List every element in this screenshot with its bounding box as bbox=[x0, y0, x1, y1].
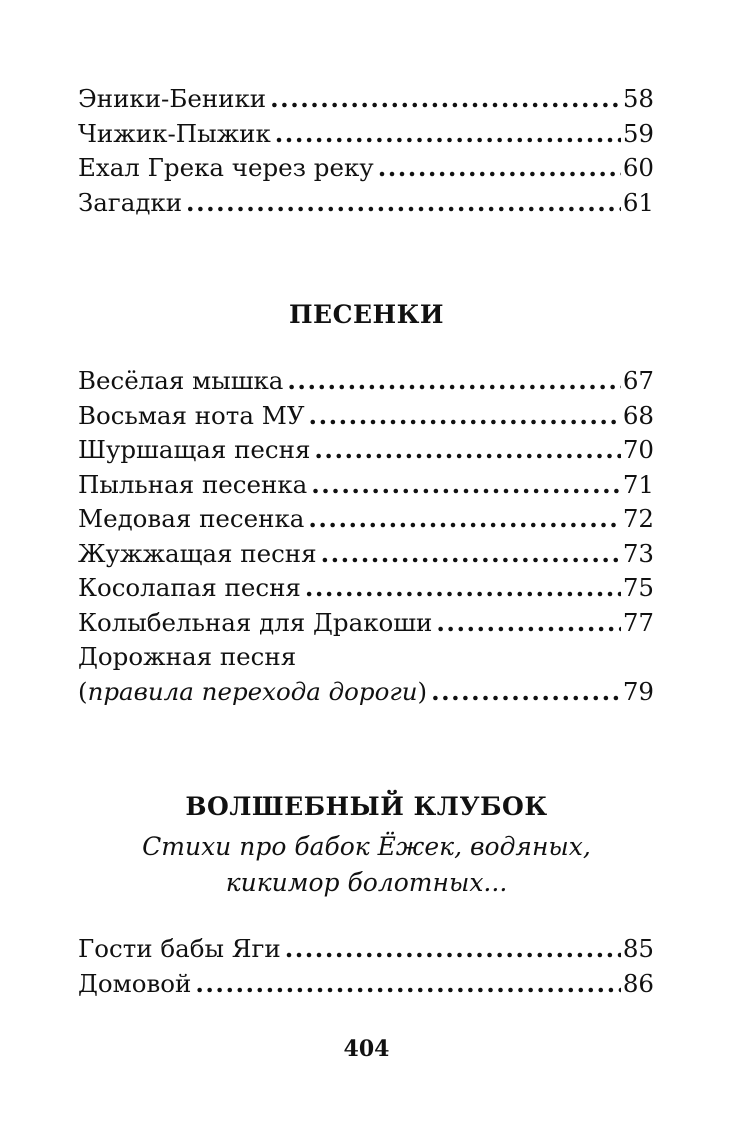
toc-entry[interactable] bbox=[78, 969, 654, 1004]
toc-section-2 bbox=[78, 366, 654, 711]
toc-entry-title: Весёлая мышка bbox=[78, 366, 284, 395]
toc-entry-page: 79 bbox=[622, 676, 654, 706]
dot-leader bbox=[195, 969, 620, 998]
toc-entry-page: 86 bbox=[622, 968, 654, 998]
dot-leader bbox=[287, 366, 620, 395]
open-paren: ( bbox=[78, 676, 88, 706]
toc-entry[interactable] bbox=[78, 539, 654, 574]
toc-entry-page: 70 bbox=[622, 435, 654, 464]
toc-section-1 bbox=[78, 84, 654, 222]
toc-entry-page: 73 bbox=[622, 538, 654, 568]
toc-entry-title: Загадки bbox=[78, 187, 183, 217]
toc-section-3 bbox=[78, 934, 654, 1003]
toc-entry-page: 75 bbox=[622, 573, 654, 602]
dot-leader bbox=[186, 188, 621, 217]
toc-entry-title: Колыбельная для Дракоши bbox=[78, 607, 433, 637]
dot-leader bbox=[311, 470, 621, 499]
toc-entry-page: 68 bbox=[622, 400, 654, 430]
toc-entry[interactable] bbox=[78, 401, 654, 436]
toc-entry-title: Шуршащая песня bbox=[78, 435, 311, 464]
toc-entry[interactable] bbox=[78, 435, 654, 470]
toc-entry-page: 71 bbox=[622, 469, 654, 499]
toc-entry-title: Медовая песенка bbox=[78, 504, 305, 533]
toc-entry-title: Косолапая песня bbox=[78, 573, 301, 602]
toc-entry-title: Пыльная песенка bbox=[78, 469, 308, 499]
toc-entry[interactable] bbox=[78, 504, 654, 539]
toc-entry[interactable] bbox=[78, 119, 654, 154]
section-subtitle-line1: Стихи про бабок Ёжек, водяных, bbox=[142, 832, 591, 861]
toc-entry-title: Восьмая нота МУ bbox=[78, 400, 305, 430]
toc-entry-page: 60 bbox=[622, 153, 654, 182]
subtitle-italic: правила перехода дороги bbox=[87, 676, 418, 706]
toc-entry[interactable] bbox=[78, 470, 654, 505]
dot-leader bbox=[321, 539, 621, 568]
section-subtitle-line2: кикимор болотных... bbox=[225, 868, 508, 897]
toc-entry-title: Жужжащая песня bbox=[78, 538, 317, 568]
dot-leader bbox=[431, 677, 621, 706]
toc-entry[interactable] bbox=[78, 573, 654, 608]
toc-entry[interactable] bbox=[78, 153, 654, 188]
dot-leader bbox=[308, 504, 620, 533]
toc-entry[interactable] bbox=[78, 934, 654, 969]
toc-entry-page: 85 bbox=[622, 934, 654, 963]
toc-entry-page: 58 bbox=[622, 84, 654, 113]
toc-entry-title: Домовой bbox=[78, 968, 192, 998]
dot-leader bbox=[436, 608, 620, 637]
toc-entry-page: 72 bbox=[622, 504, 654, 533]
dot-leader bbox=[314, 435, 620, 464]
toc-entry-page: 67 bbox=[622, 366, 654, 395]
close-paren: ) bbox=[417, 676, 428, 706]
toc-entry[interactable] bbox=[78, 84, 654, 119]
toc-entry-title: Эники-Беники bbox=[78, 84, 267, 113]
toc-entry[interactable] bbox=[78, 677, 654, 712]
toc-entry-title-line1[interactable]: Дорожная песня bbox=[78, 642, 297, 671]
dot-leader bbox=[305, 573, 621, 602]
toc-entry-title: Гости бабы Яги bbox=[78, 934, 281, 963]
toc-entry-page: 77 bbox=[622, 607, 654, 637]
toc-entry-title: Чижик-Пыжик bbox=[78, 118, 271, 148]
toc-entry[interactable] bbox=[78, 366, 654, 401]
dot-leader bbox=[270, 84, 621, 113]
toc-entry-title-line2 bbox=[78, 677, 427, 706]
dot-leader bbox=[285, 934, 621, 963]
dot-leader bbox=[275, 119, 621, 148]
dot-leader bbox=[378, 153, 621, 182]
toc-entry[interactable] bbox=[78, 608, 654, 643]
section-heading-songs: ПЕСЕНКИ bbox=[288, 300, 445, 329]
toc-entry-title: Ехал Грека через реку bbox=[78, 153, 374, 182]
toc-entry-page: 59 bbox=[622, 118, 654, 148]
section-heading-magic-ball: ВОЛШЕБНЫЙ КЛУБОК bbox=[185, 792, 548, 821]
dot-leader bbox=[309, 401, 621, 430]
page-number: 404 bbox=[343, 1036, 390, 1062]
toc-entry-page: 61 bbox=[622, 187, 654, 217]
toc-entry[interactable] bbox=[78, 188, 654, 223]
